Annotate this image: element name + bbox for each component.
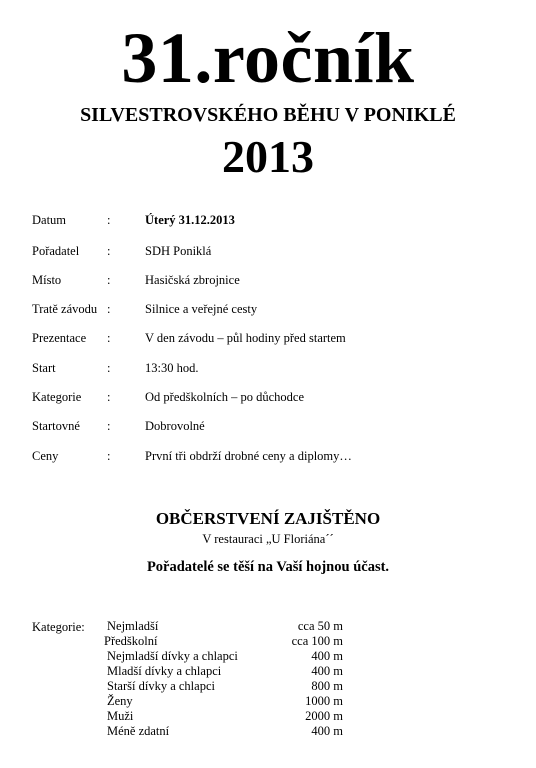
info-label: Datum (32, 213, 67, 227)
info-label: Kategorie (32, 390, 82, 404)
category-row (0, 679, 536, 694)
info-value: 13:30 hod. (145, 361, 199, 375)
invitation-text: Pořadatelé se těší na Vaší hojnou účast. (146, 559, 390, 575)
info-value: Úterý 31.12.2013 (145, 213, 235, 227)
info-separator: : (107, 302, 111, 316)
category-row (0, 649, 536, 664)
info-value: První tři obdrží drobné ceny a diplomy… (145, 449, 352, 463)
info-row-startovne (0, 416, 536, 436)
category-distance: 1000 m (305, 694, 343, 708)
info-label: Místo (32, 273, 62, 287)
category-row (0, 619, 536, 634)
category-name: Nejmladší dívky a chlapci (107, 649, 238, 663)
info-row-ceny (0, 446, 536, 466)
category-row (0, 724, 536, 739)
info-row-trate (0, 299, 536, 319)
info-label: Ceny (32, 449, 59, 463)
category-name: Starší dívky a chlapci (107, 679, 215, 693)
info-separator: : (107, 390, 111, 404)
info-label: Tratě závodu (32, 302, 98, 316)
info-row-start (0, 358, 536, 378)
refreshments-heading: OBČERSTVENÍ ZAJIŠTĚNO (155, 509, 381, 528)
event-subtitle: SILVESTROVSKÉHO BĚHU V PONIKLÉ (80, 104, 456, 126)
category-row (0, 664, 536, 679)
event-year: 2013 (222, 131, 314, 182)
info-label: Startovné (32, 419, 80, 433)
info-separator: : (107, 244, 111, 258)
category-distance: 2000 m (305, 709, 343, 723)
category-distance: cca 100 m (291, 634, 343, 648)
info-value: Hasičská zbrojnice (145, 273, 240, 287)
info-value: Od předškolních – po důchodce (145, 390, 304, 404)
info-value: V den závodu – půl hodiny před startem (145, 331, 346, 345)
category-distance: 400 m (311, 724, 343, 738)
info-label: Prezentace (32, 331, 87, 345)
category-distance: 400 m (311, 664, 343, 678)
category-name: Předškolní (104, 634, 158, 648)
info-row-poradatel (0, 241, 536, 261)
category-row (0, 634, 536, 649)
info-value: SDH Poniklá (145, 244, 212, 258)
info-separator: : (107, 419, 111, 433)
category-name: Muži (107, 709, 134, 723)
category-row (0, 694, 536, 709)
info-separator: : (107, 361, 111, 375)
info-row-kategorie (0, 387, 536, 407)
info-separator: : (107, 273, 111, 287)
category-name: Ženy (107, 694, 133, 708)
info-row-misto (0, 270, 536, 290)
info-separator: : (107, 331, 111, 345)
category-distance: cca 50 m (297, 619, 343, 633)
categories-label: Kategorie: (32, 620, 85, 634)
category-name: Méně zdatní (107, 724, 170, 738)
info-value: Dobrovolné (145, 419, 205, 433)
info-separator: : (107, 213, 111, 227)
info-value: Silnice a veřejné cesty (145, 302, 258, 316)
info-row-prezentace (0, 328, 536, 348)
category-name: Nejmladší (107, 619, 159, 633)
category-name: Mladší dívky a chlapci (107, 664, 222, 678)
info-row-datum (0, 210, 536, 230)
info-separator: : (107, 449, 111, 463)
category-distance: 800 m (311, 679, 343, 693)
info-label: Start (32, 361, 56, 375)
refreshments-location: V restauraci „U Floriána´´ (202, 532, 334, 546)
category-row (0, 709, 536, 724)
category-distance: 400 m (311, 649, 343, 663)
event-title: 31.ročník (121, 18, 415, 98)
info-label: Pořadatel (32, 244, 80, 258)
